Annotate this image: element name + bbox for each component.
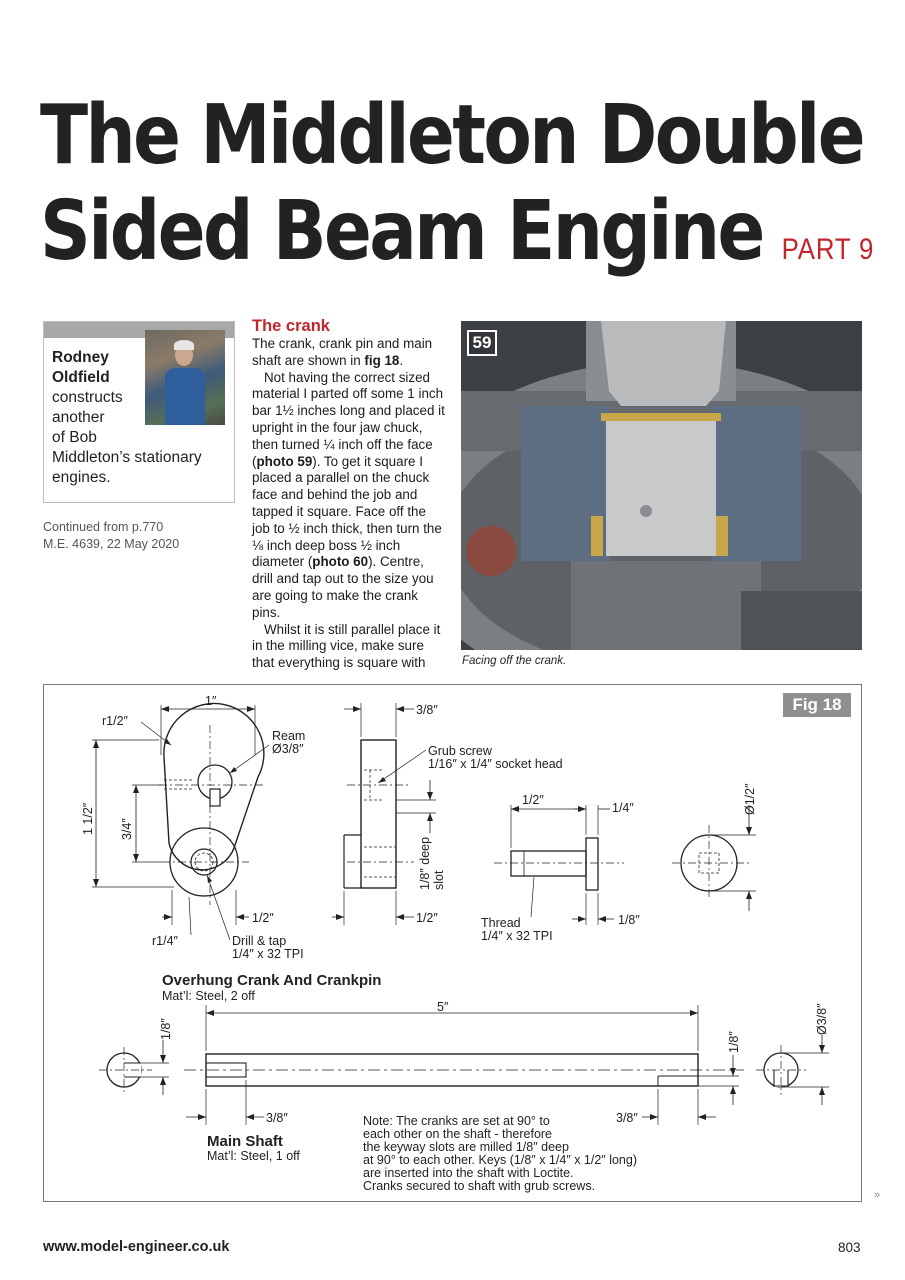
- dim-3-8-right: 3/8″: [616, 1111, 638, 1125]
- article-title: [40, 88, 874, 298]
- section-heading: The crank: [252, 317, 330, 335]
- dim-3-4: 3/4″: [120, 818, 134, 840]
- dia-3-8-label: Ø3/8″: [815, 1003, 829, 1035]
- paragraph-3: Whilst it is still parallel place it in the milling vice, make sure that everything is square with: [252, 621, 441, 671]
- paragraph-1: The crank, crank pin and main shaft are shown in fig 18.: [252, 336, 433, 368]
- grub-spec-label: 1/16″ x 1/4″ socket head: [428, 757, 563, 771]
- note-line: the keyway slots are milled 1/8″ deep: [363, 1140, 569, 1154]
- crank-front-view: [92, 703, 269, 940]
- slot-label-1: 1/8″ deep: [418, 836, 432, 890]
- dim-5in: 5″: [437, 1000, 449, 1014]
- continued-line-2: M.E. 4639, 22 May 2020: [43, 537, 180, 551]
- next-page-icon: »: [874, 1189, 881, 1201]
- photo-number-badge: 59: [467, 330, 497, 356]
- crankpin-view: [494, 805, 756, 925]
- figure-18: [43, 684, 862, 1202]
- dim-eighth-pin: 1/8″: [618, 913, 640, 927]
- author-line: constructs: [52, 389, 123, 406]
- slot-label-2: slot: [432, 870, 446, 890]
- title-line-2: Sided Beam Engine: [40, 184, 763, 279]
- ream-label: Ream: [272, 729, 306, 743]
- dim-3-8-left: 3/8″: [266, 1111, 288, 1125]
- dim-r-quarter: r1/4″: [152, 934, 178, 948]
- shaft-material: Mat’l: Steel, 1 off: [207, 1149, 300, 1163]
- dim-eighth-left: 1/8″: [159, 1018, 173, 1040]
- paragraph-2: Not having the correct sized material I parted off some 1 inch bar 1½ inches long and placed it upright in the four jaw chuck, then turned ¼ inch off the face (photo 59). To get it square I placed a parallel on the chuck face and behind the job and tapped it square. Face off the job to ½ inch thick, then turn the ⅛ inch deep boss ½ inch diameter (photo 60). Centre, drill and tap out to the size you are going to make the crank pins.: [252, 369, 445, 620]
- article-body: [252, 316, 446, 672]
- photo-caption: Facing off the crank.: [462, 655, 567, 667]
- note-line: Note: The cranks are set at 90° to: [363, 1114, 550, 1128]
- ream-dia-label: Ø3/8″: [272, 742, 304, 756]
- photo-ref: photo 60: [312, 554, 369, 570]
- dim-3-8-side: 3/8″: [416, 703, 438, 717]
- dim-half-pin: 1/2″: [522, 793, 544, 807]
- figure-label: Fig 18: [783, 693, 851, 717]
- title-line-1: The Middleton Double: [40, 88, 863, 183]
- note-line: Cranks secured to shaft with grub screws.: [363, 1179, 596, 1193]
- author-line: another: [52, 409, 105, 426]
- thread-label: Thread: [481, 916, 521, 930]
- author-line: of Bob: [52, 429, 97, 446]
- part-label: PART 9: [781, 233, 875, 266]
- crank-title: Overhung Crank And Crankpin: [162, 972, 382, 989]
- continued-note: [43, 519, 179, 553]
- author-line: engines.: [52, 469, 111, 486]
- author-name-2: Oldfield: [52, 369, 110, 386]
- note-line: at 90° to each other. Keys (1/8″ x 1/4″ x 1/2″ long): [363, 1153, 637, 1167]
- photo-59: [461, 321, 862, 650]
- grub-label: Grub screw: [428, 744, 492, 758]
- dim-half-crank: 1/2″: [252, 911, 274, 925]
- note-line: each other on the shaft - therefore: [363, 1127, 553, 1141]
- author-name-1: Rodney: [52, 349, 109, 366]
- photo-ref: photo 59: [256, 453, 313, 469]
- crank-material: Mat’l: Steel, 2 off: [162, 989, 255, 1003]
- author-description: [52, 348, 232, 488]
- dim-eighth-right: 1/8″: [727, 1031, 741, 1053]
- dia-half-label: Ø1/2″: [743, 783, 757, 815]
- shaft-title: Main Shaft: [207, 1133, 283, 1150]
- fig-ref: fig 18: [364, 352, 400, 368]
- main-shaft-view: [99, 1005, 829, 1125]
- page-number: 803: [838, 1240, 861, 1255]
- dim-1in: 1″: [205, 694, 217, 708]
- author-box: [43, 321, 235, 503]
- drill-tap-label: Drill & tap: [232, 934, 287, 948]
- author-line: Middleton’s stationary: [52, 449, 202, 466]
- footer-url[interactable]: www.model-engineer.co.uk: [43, 1239, 230, 1255]
- drill-tpi-label: 1/4″ x 32 TPI: [232, 947, 304, 961]
- note-line: are inserted into the shaft with Loctite.: [363, 1166, 574, 1180]
- dim-1-1-2: 1 1/2″: [81, 802, 95, 835]
- dim-quarter-pin: 1/4″: [612, 801, 634, 815]
- thread-spec-label: 1/4″ x 32 TPI: [481, 929, 553, 943]
- dim-r-half: r1/2″: [102, 714, 128, 728]
- crank-side-view: [332, 703, 436, 925]
- dim-half-side: 1/2″: [416, 911, 438, 925]
- continued-line-1: Continued from p.770: [43, 520, 164, 534]
